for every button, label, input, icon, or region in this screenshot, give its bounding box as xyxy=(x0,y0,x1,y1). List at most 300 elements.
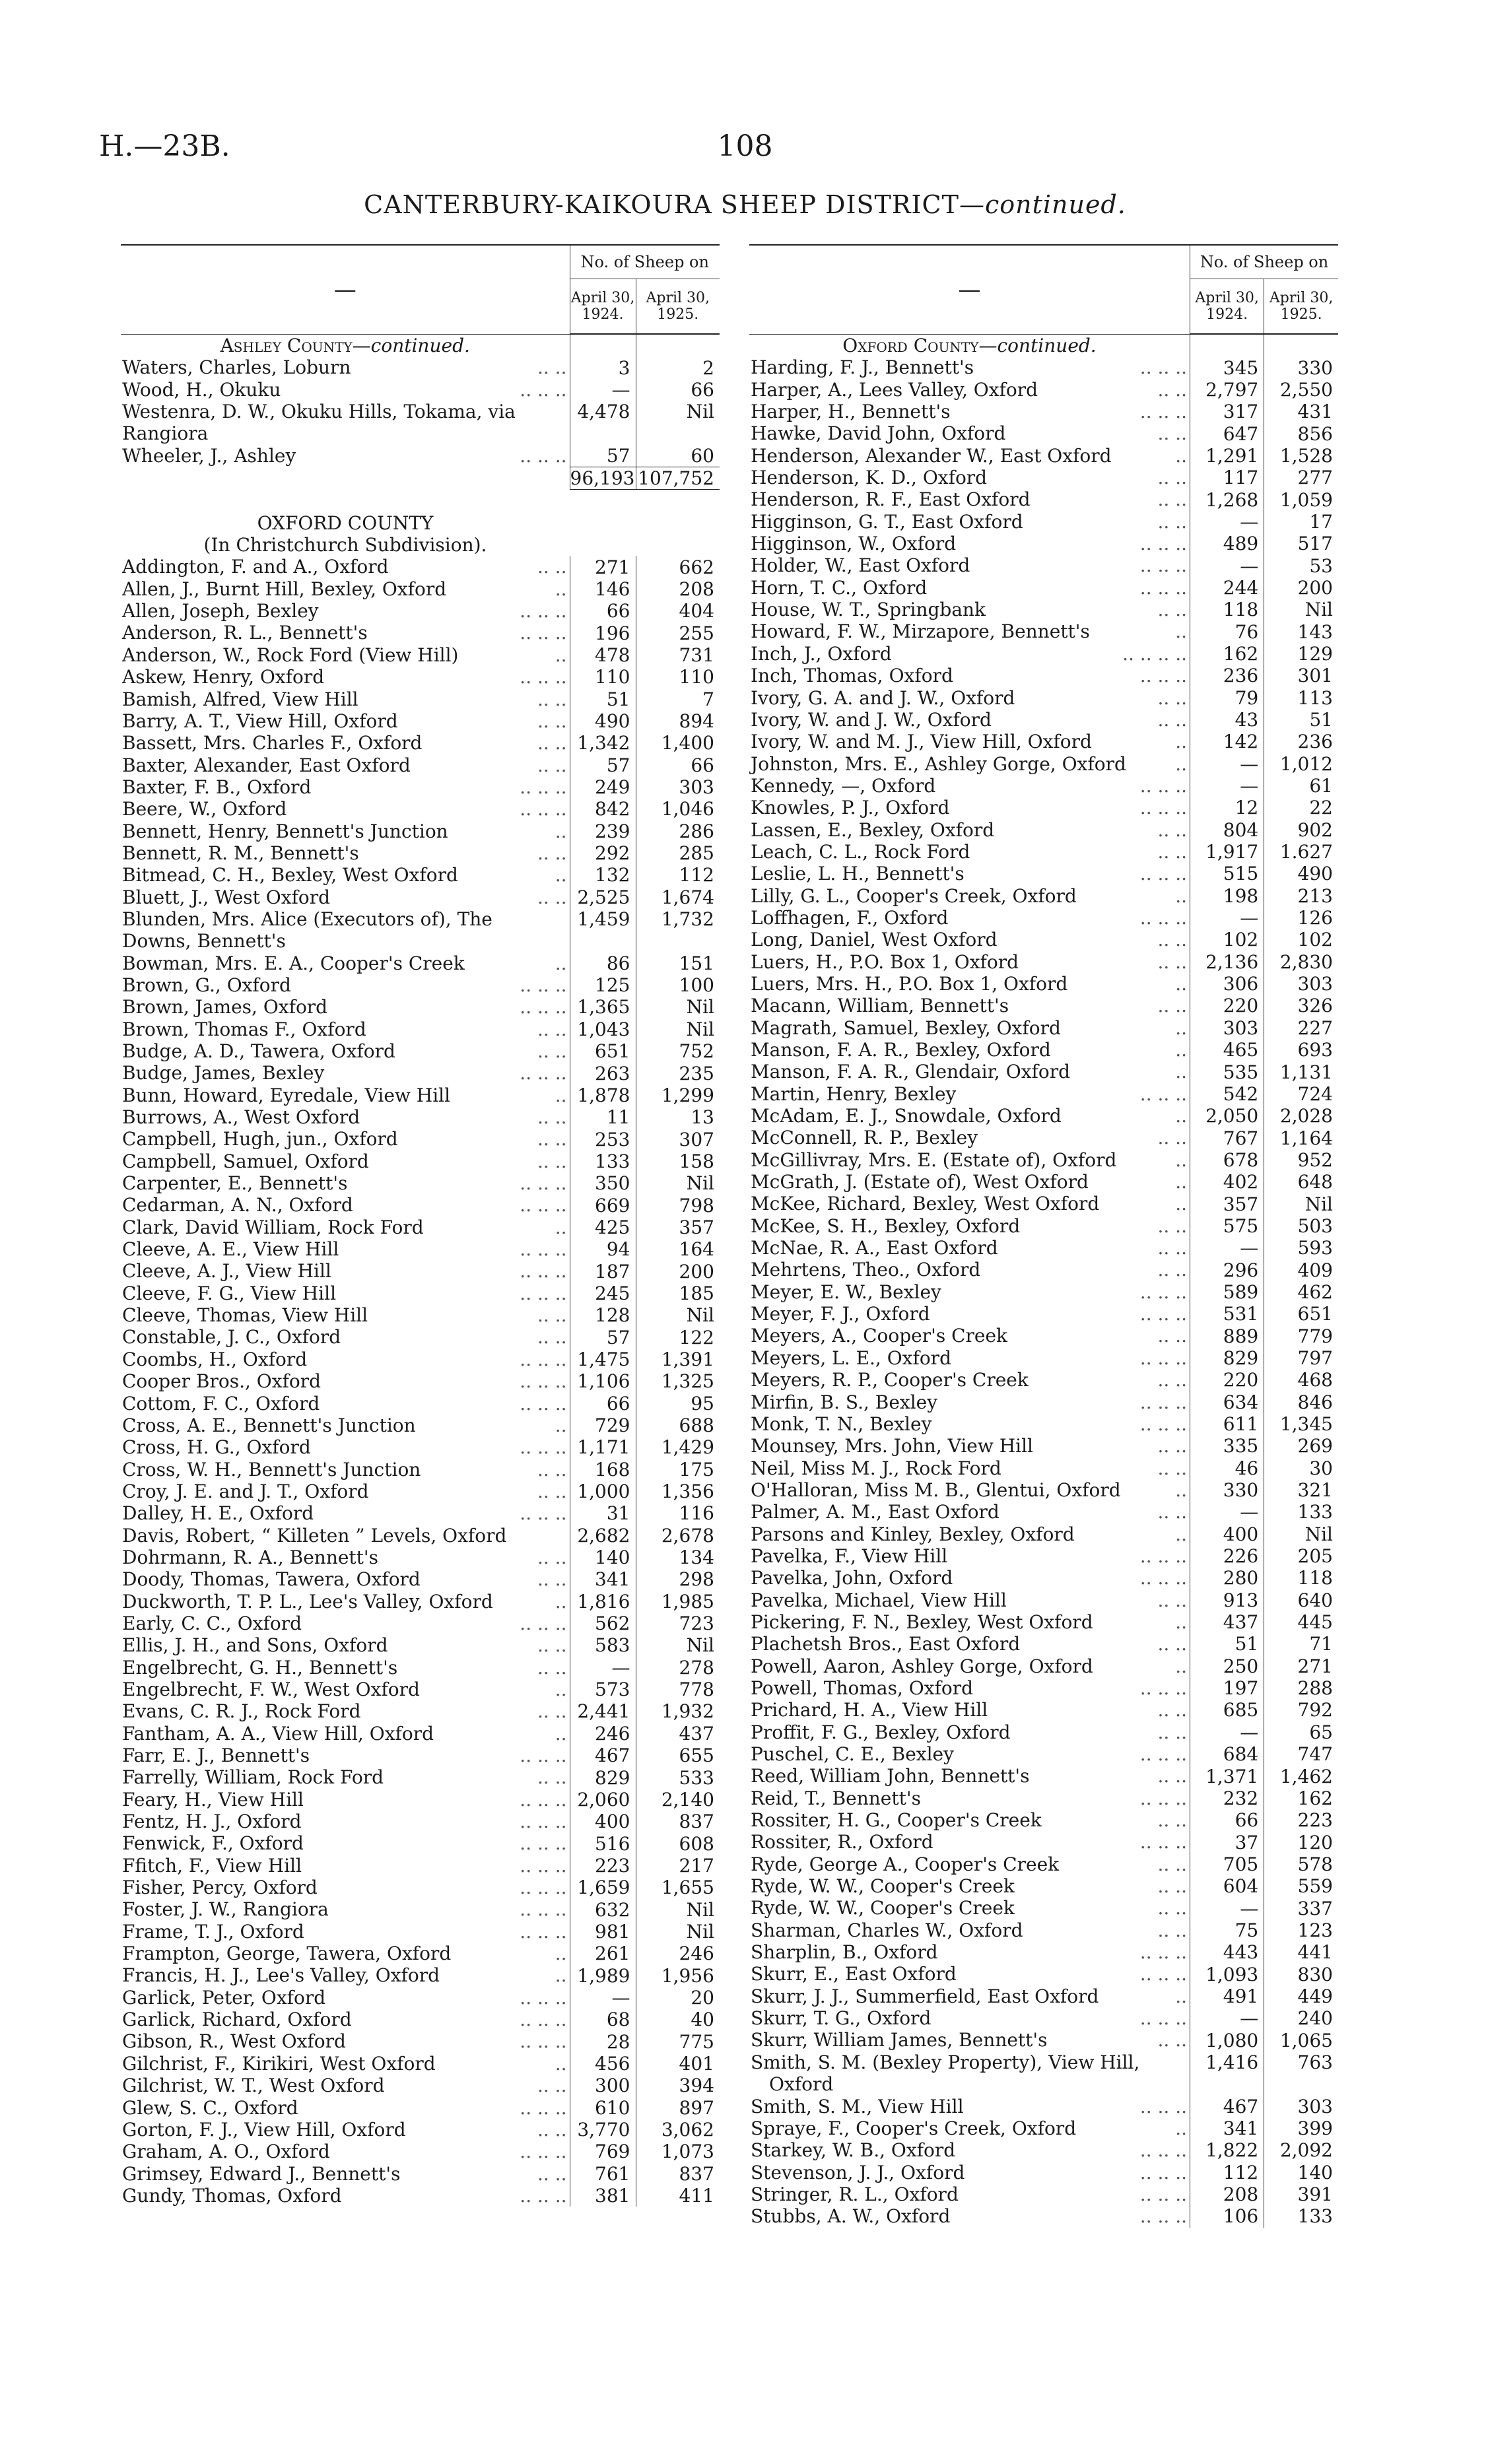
table-row xyxy=(749,1765,1338,1787)
sheep-1924: 647 xyxy=(1190,422,1264,444)
sheep-1925: 2,830 xyxy=(1264,951,1338,973)
leader-dots: .. .. xyxy=(1157,422,1187,445)
leader-dots: .. .. .. xyxy=(1139,2161,1187,2183)
sheep-1925: Nil xyxy=(636,1921,720,1943)
owner-cell xyxy=(121,864,570,886)
owner-cell xyxy=(121,1634,570,1656)
sheep-1925: 102 xyxy=(1264,929,1338,950)
table-row xyxy=(749,885,1338,907)
leader-dots: .. .. .. .. xyxy=(1122,642,1187,665)
leader-dots: .. .. xyxy=(1157,1765,1187,1787)
table-row xyxy=(121,1502,720,1524)
leader-dots: .. .. xyxy=(537,842,567,864)
owner-name: Skurr, William James, Bennett's xyxy=(751,2029,1048,2051)
sheep-1924: 2,441 xyxy=(570,1700,636,1722)
total-1925: 107,752 xyxy=(636,467,720,490)
leader-dots: .. .. xyxy=(1157,1259,1187,1281)
table-row xyxy=(121,1459,720,1481)
owner-cell xyxy=(121,401,570,422)
sheep-1925: 303 xyxy=(1264,973,1338,995)
sheep-1924: — xyxy=(1190,1721,1264,1743)
sheep-1924: 562 xyxy=(570,1613,636,1634)
leader-dots: .. xyxy=(1175,444,1187,467)
leader-dots: .. .. xyxy=(537,1568,567,1591)
sheep-1924: — xyxy=(1190,554,1264,576)
owner-name: Budge, James, Bexley xyxy=(122,1062,325,1084)
sheep-1925: 2,140 xyxy=(636,1789,720,1811)
owner-cell xyxy=(749,1083,1190,1105)
sheep-1925: 437 xyxy=(636,1723,720,1745)
leader-dots: .. .. .. xyxy=(1139,774,1187,797)
owner-cell xyxy=(121,2119,570,2141)
owner-name: Bennett, Henry, Bennett's Junction xyxy=(122,820,448,842)
leader-dots: .. .. .. xyxy=(520,2141,567,2163)
sheep-1924: — xyxy=(1190,907,1264,929)
sheep-1924: 317 xyxy=(1190,401,1264,422)
table-row xyxy=(749,1303,1338,1325)
leader-dots: .. .. xyxy=(537,2162,567,2185)
table-row xyxy=(121,2163,720,2185)
leader-dots: .. .. .. xyxy=(520,2030,567,2053)
owner-cell xyxy=(121,1062,570,1084)
leader-dots: .. .. .. xyxy=(1139,1413,1187,1435)
owner-cell xyxy=(121,732,570,754)
table-row xyxy=(121,644,720,666)
sheep-1925: 1,985 xyxy=(636,1591,720,1613)
sheep-1924: 197 xyxy=(1190,1677,1264,1699)
sheep-1924: — xyxy=(1190,1237,1264,1259)
sheep-1925: 1.627 xyxy=(1264,841,1338,863)
leader-dots: .. .. xyxy=(1157,708,1187,731)
table-row xyxy=(749,1589,1338,1611)
sheep-1925: 2,550 xyxy=(1264,379,1338,401)
sheep-1924: 425 xyxy=(570,1216,636,1238)
sheep-1925: 578 xyxy=(1264,1853,1338,1875)
owner-name: Engelbrecht, F. W., West Oxford xyxy=(122,1678,420,1700)
leader-dots: .. .. xyxy=(1157,599,1187,621)
owner-name: Cross, H. G., Oxford xyxy=(122,1436,311,1459)
owner-name: Early, C. C., Oxford xyxy=(122,1612,302,1634)
leader-dots: .. xyxy=(1175,1193,1187,1215)
sheep-1925: 326 xyxy=(1264,995,1338,1016)
table-row xyxy=(121,356,720,378)
owner-cell xyxy=(121,1393,570,1415)
leader-dots: .. .. .. xyxy=(520,1854,567,1877)
sheep-1924: 583 xyxy=(570,1634,636,1656)
sheep-1925: Nil xyxy=(1264,599,1338,620)
page-title xyxy=(0,190,1490,219)
owner-cell xyxy=(121,666,570,688)
sheep-1924: 634 xyxy=(1190,1391,1264,1413)
sheep-1925: 445 xyxy=(1264,1611,1338,1633)
leader-dots: .. .. .. xyxy=(520,1282,567,1304)
owner-cell xyxy=(121,1150,570,1172)
leader-dots: .. .. xyxy=(1157,840,1187,863)
owner-name: Leslie, L. H., Bennett's xyxy=(751,863,965,885)
table-row xyxy=(749,2139,1338,2161)
owner-name: Inch, Thomas, Oxford xyxy=(751,665,953,687)
owner-cell xyxy=(121,1745,570,1766)
owner-name: Harding, F. J., Bennett's xyxy=(751,356,974,379)
leader-dots: .. .. .. xyxy=(520,996,567,1018)
sheep-1924: — xyxy=(1190,1501,1264,1523)
sheep-1925: 1,732 xyxy=(636,908,720,930)
owner-name: Harper, H., Bennett's xyxy=(751,401,951,423)
leader-dots: .. .. .. xyxy=(1139,2205,1187,2228)
owner-cell xyxy=(749,1721,1190,1743)
sheep-1925: 113 xyxy=(1264,687,1338,709)
owner-name: Inch, J., Oxford xyxy=(751,642,892,665)
sheep-1924: 1,816 xyxy=(570,1591,636,1613)
table-row xyxy=(749,907,1338,929)
sheep-1925: 357 xyxy=(636,1216,720,1238)
sheep-1924: 75 xyxy=(1190,1919,1264,1941)
owner-name: Knowles, P. J., Oxford xyxy=(751,797,950,819)
owner-name: Reed, William John, Bennett's xyxy=(751,1765,1030,1787)
sheep-1924: 1,080 xyxy=(1190,2029,1264,2051)
table-row xyxy=(121,1964,720,1986)
owner-cell xyxy=(121,1568,570,1590)
leader-dots: .. .. xyxy=(537,1128,567,1150)
owner-name: Evans, C. R. J., Rock Ford xyxy=(122,1700,361,1723)
owner-name: Frame, T. J., Oxford xyxy=(122,1920,304,1943)
owner-name: Ellis, J. H., and Sons, Oxford xyxy=(122,1634,388,1657)
owner-name: Lassen, E., Bexley, Oxford xyxy=(751,818,995,841)
sheep-1925: 40 xyxy=(636,2009,720,2030)
owner-cell xyxy=(121,754,570,776)
table-row xyxy=(749,1875,1338,1897)
leader-dots xyxy=(567,908,570,930)
sheep-1925: 126 xyxy=(1264,907,1338,929)
owner-name: Coombs, H., Oxford xyxy=(122,1348,308,1370)
sheep-1925: 662 xyxy=(636,556,720,578)
table-row xyxy=(121,1832,720,1854)
table-row xyxy=(749,620,1338,642)
table-row xyxy=(749,1457,1338,1479)
leader-dots: .. .. .. xyxy=(1139,1787,1187,1809)
sheep-1925: 134 xyxy=(636,1547,720,1568)
owner-cell xyxy=(749,1787,1190,1809)
table-row xyxy=(121,622,720,644)
leader-dots: .. .. xyxy=(1157,378,1187,401)
sheep-1925: 1,429 xyxy=(636,1436,720,1458)
sheep-1924: 239 xyxy=(570,820,636,842)
table-row xyxy=(121,1634,720,1656)
owner-cell xyxy=(121,974,570,996)
table-row xyxy=(121,1282,720,1304)
right-sheep-table xyxy=(749,244,1338,2228)
sheep-1924: 400 xyxy=(570,1811,636,1832)
table-row xyxy=(749,709,1338,731)
owner-cell xyxy=(749,1347,1190,1369)
sheep-1925: Nil xyxy=(636,1634,720,1656)
sheep-1925: 1,932 xyxy=(636,1700,720,1722)
owner-name: Plachetsh Bros., East Oxford xyxy=(751,1633,1021,1655)
owner-name: Smith, S. M., View Hill xyxy=(751,2095,964,2117)
sheep-1925: 897 xyxy=(636,2097,720,2119)
owner-cell xyxy=(749,1589,1190,1611)
right-table-body xyxy=(749,334,1338,2228)
sheep-1925: 278 xyxy=(636,1657,720,1679)
owner-name: Bitmead, C. H., Bexley, West Oxford xyxy=(122,864,458,886)
table-row xyxy=(749,1061,1338,1082)
sheep-1924: 1,659 xyxy=(570,1877,636,1898)
leader-dots: .. .. xyxy=(1157,1127,1187,1149)
owner-cell xyxy=(749,445,1190,467)
table-row xyxy=(121,688,720,710)
table-row xyxy=(749,1105,1338,1127)
owner-name: Bamish, Alfred, View Hill xyxy=(122,688,358,710)
owner-name: Bowman, Mrs. E. A., Cooper's Creek xyxy=(122,952,465,974)
owner-cell xyxy=(121,422,570,444)
sheep-1925: 120 xyxy=(1264,1831,1338,1853)
sheep-1924: 1,822 xyxy=(1190,2139,1264,2161)
owner-cell xyxy=(749,1809,1190,1831)
leader-dots: .. .. .. xyxy=(520,1898,567,1921)
owner-cell xyxy=(749,885,1190,907)
owner-cell xyxy=(749,599,1190,620)
sheep-1924: 535 xyxy=(1190,1061,1264,1082)
owner-cell xyxy=(749,1523,1190,1545)
sheep-1924: 1,878 xyxy=(570,1084,636,1106)
sheep-1924: 198 xyxy=(1190,885,1264,907)
owner-cell xyxy=(749,379,1190,401)
owner-name: McGillivray, Mrs. E. (Estate of), Oxford xyxy=(751,1149,1117,1171)
sheep-1925: 22 xyxy=(1264,797,1338,818)
owner-cell xyxy=(121,556,570,578)
owner-name: Constable, J. C., Oxford xyxy=(122,1326,341,1349)
table-row xyxy=(749,1039,1338,1061)
leader-dots: .. .. .. xyxy=(520,2096,567,2119)
sheep-1925: 286 xyxy=(636,820,720,842)
sheep-1924: 46 xyxy=(1190,1457,1264,1479)
owner-name: Ryde, George A., Cooper's Creek xyxy=(751,1853,1060,1875)
table-row xyxy=(749,1391,1338,1413)
sheep-1924: 604 xyxy=(1190,1875,1264,1897)
leader-dots: .. xyxy=(1175,1016,1187,1039)
owner-cell xyxy=(121,1700,570,1722)
sheep-1925: 837 xyxy=(636,1811,720,1832)
owner-cell xyxy=(121,1282,570,1304)
sheep-1924: 341 xyxy=(1190,2117,1264,2139)
owner-name: Mounsey, Mrs. John, View Hill xyxy=(751,1435,1034,1457)
leader-dots: .. .. xyxy=(537,1480,567,1502)
sheep-1924: 575 xyxy=(1190,1215,1264,1237)
sheep-1924: 253 xyxy=(570,1128,636,1150)
leader-dots: .. .. xyxy=(537,1304,567,1327)
leader-dots: .. .. .. xyxy=(520,1436,567,1459)
sheep-1924: 913 xyxy=(1190,1589,1264,1611)
owner-name: Westenra, D. W., Okuku Hills, Tokama, via xyxy=(122,401,516,423)
leader-dots: .. .. .. xyxy=(520,1986,567,2009)
sheep-1925: 1,356 xyxy=(636,1481,720,1502)
sheep-1924: 381 xyxy=(570,2185,636,2207)
table-row xyxy=(121,1062,720,1084)
owner-cell xyxy=(749,1259,1190,1281)
table-row xyxy=(749,1347,1338,1369)
owner-cell xyxy=(121,2097,570,2119)
leader-dots: .. .. .. xyxy=(1139,401,1187,423)
sheep-1924: 303 xyxy=(1190,1017,1264,1039)
sheep-1924: 589 xyxy=(1190,1281,1264,1303)
sheep-1924: 244 xyxy=(1190,577,1264,599)
sheep-1924: 292 xyxy=(570,842,636,864)
table-row xyxy=(749,1787,1338,1809)
section-name: Oxford County xyxy=(842,334,979,356)
sheep-1924 xyxy=(570,930,636,952)
sheep-1925: 116 xyxy=(636,1502,720,1524)
table-row xyxy=(121,1238,720,1260)
leader-dots: .. .. xyxy=(1157,1589,1187,1611)
leader-dots: .. xyxy=(555,1722,567,1745)
sheep-1924: 220 xyxy=(1190,995,1264,1016)
table-row xyxy=(121,445,720,467)
table-row xyxy=(749,841,1338,863)
sheep-1924: 28 xyxy=(570,2030,636,2052)
table-row xyxy=(749,731,1338,752)
table-row xyxy=(121,2141,720,2162)
leader-dots: .. .. .. xyxy=(1139,1831,1187,1853)
owner-cell xyxy=(121,1964,570,1986)
table-row xyxy=(121,1481,720,1502)
leader-dots: .. .. xyxy=(1157,929,1187,951)
right-column xyxy=(749,244,1338,2228)
sheep-1924: 729 xyxy=(570,1415,636,1436)
sheep-1925: 462 xyxy=(1264,1281,1338,1303)
owner-cell xyxy=(749,951,1190,973)
leader-dots: .. .. .. xyxy=(520,2009,567,2031)
owner-name: Ffitch, F., View Hill xyxy=(122,1854,302,1877)
owner-cell xyxy=(121,1811,570,1832)
leader-dots: .. .. xyxy=(1157,1897,1187,1919)
leader-dots: .. .. .. xyxy=(520,1502,567,1525)
sheep-1925: 100 xyxy=(636,974,720,996)
sheep-1924: 402 xyxy=(1190,1171,1264,1193)
sheep-1924: 300 xyxy=(570,2075,636,2096)
leader-dots: .. .. .. xyxy=(520,378,567,401)
sheep-1924: 1,475 xyxy=(570,1349,636,1370)
table-row xyxy=(121,1568,720,1590)
owner-name: Stevenson, J. J., Oxford xyxy=(751,2161,965,2183)
section-heading xyxy=(121,334,570,356)
leader-dots: .. .. xyxy=(537,732,567,754)
owner-cell xyxy=(121,1172,570,1194)
sheep-1925: 902 xyxy=(1264,819,1338,841)
owner-name: Glew, S. C., Oxford xyxy=(122,2096,298,2119)
owner-name: Prichard, H. A., View Hill xyxy=(751,1699,988,1721)
sheep-1924: 112 xyxy=(1190,2162,1264,2183)
sheep-1924: 11 xyxy=(570,1106,636,1128)
owner-name: Rossiter, R., Oxford xyxy=(751,1831,933,1853)
owner-name: Lilly, G. L., Cooper's Creek, Oxford xyxy=(751,884,1077,907)
table-row xyxy=(749,1611,1338,1633)
table-row xyxy=(121,401,720,422)
leader-dots: .. .. .. xyxy=(1139,863,1187,885)
leader-dots: .. .. xyxy=(537,1326,567,1349)
sheep-1924: 769 xyxy=(570,2141,636,2162)
owner-cell xyxy=(121,1370,570,1392)
section-heading-row xyxy=(749,334,1338,356)
owner-name: Gundy, Thomas, Oxford xyxy=(122,2184,342,2207)
section-heading-row xyxy=(121,334,720,356)
leader-dots: .. .. xyxy=(1157,1435,1187,1457)
owner-cell xyxy=(749,709,1190,731)
owner-cell xyxy=(121,1657,570,1679)
owner-cell xyxy=(749,841,1190,863)
table-row xyxy=(121,996,720,1018)
leader-dots: .. .. .. xyxy=(1139,576,1187,599)
sheep-1925: Nil xyxy=(1264,1193,1338,1215)
owner-name: Palmer, A. M., East Oxford xyxy=(751,1501,999,1523)
owner-cell xyxy=(749,2051,1190,2073)
blank-row xyxy=(121,490,720,512)
owner-name: Beere, W., Oxford xyxy=(122,798,287,820)
leader-dots: .. .. xyxy=(537,1546,567,1568)
sheep-1924: 1,371 xyxy=(1190,1765,1264,1787)
sheep-1924: 249 xyxy=(570,776,636,798)
leader-dots: .. .. xyxy=(537,754,567,776)
leader-dots: .. .. .. xyxy=(520,1062,567,1084)
table-row xyxy=(749,1897,1338,1919)
owner-cell xyxy=(121,1084,570,1106)
owner-cell xyxy=(121,2009,570,2030)
leader-dots: .. .. .. xyxy=(520,798,567,820)
leader-dots: .. .. .. xyxy=(520,1788,567,1811)
table-row xyxy=(121,798,720,820)
owner-cell xyxy=(121,1459,570,1481)
table-row xyxy=(749,1963,1338,1985)
owner-name: Luers, Mrs. H., P.O. Box 1, Oxford xyxy=(751,972,1068,995)
sheep-1925: 846 xyxy=(1264,1391,1338,1413)
sheep-1924: 37 xyxy=(1190,1831,1264,1853)
table-row xyxy=(749,1215,1338,1237)
sheep-1924: 1,989 xyxy=(570,1964,636,1986)
sheep-1925: 140 xyxy=(1264,2162,1338,2183)
leader-dots: .. .. .. xyxy=(520,1811,567,1833)
owner-cell xyxy=(749,1765,1190,1787)
leader-dots: .. .. .. xyxy=(1139,1743,1187,1765)
table-row xyxy=(749,1237,1338,1259)
sheep-1925: 1,956 xyxy=(636,1964,720,1986)
leader-dots: .. xyxy=(555,820,567,842)
owner-name: Dohrmann, R. A., Bennett's xyxy=(122,1546,378,1568)
owner-name: Skurr, J. J., Summerfield, East Oxford xyxy=(751,1985,1099,2007)
leader-dots: .. .. xyxy=(537,556,567,578)
owner-cell xyxy=(749,1435,1190,1457)
table-row xyxy=(749,819,1338,841)
table-row xyxy=(121,2030,720,2052)
owner-name: Feary, H., View Hill xyxy=(122,1788,304,1811)
leader-dots: .. xyxy=(1175,1611,1187,1633)
owner-cell xyxy=(749,1677,1190,1699)
leader-dots: .. xyxy=(1175,1655,1187,1677)
leader-dots: .. .. xyxy=(537,1040,567,1062)
owner-name: Johnston, Mrs. E., Ashley Gorge, Oxford xyxy=(751,752,1126,775)
table-row xyxy=(121,2053,720,2075)
owner-cell xyxy=(749,1655,1190,1677)
leader-dots: .. .. .. xyxy=(520,666,567,688)
table-row xyxy=(121,1304,720,1326)
owner-cell xyxy=(121,1613,570,1634)
sheep-1924: 651 xyxy=(570,1040,636,1062)
owner-name: Graham, A. O., Oxford xyxy=(122,2141,330,2163)
sheep-1925: 303 xyxy=(1264,2096,1338,2117)
sheep-1925: 533 xyxy=(636,1766,720,1788)
table-row xyxy=(121,1370,720,1392)
sheep-1925: 223 xyxy=(1264,1809,1338,1831)
owner-cell xyxy=(121,2030,570,2052)
leader-dots: .. .. .. xyxy=(1139,1281,1187,1303)
